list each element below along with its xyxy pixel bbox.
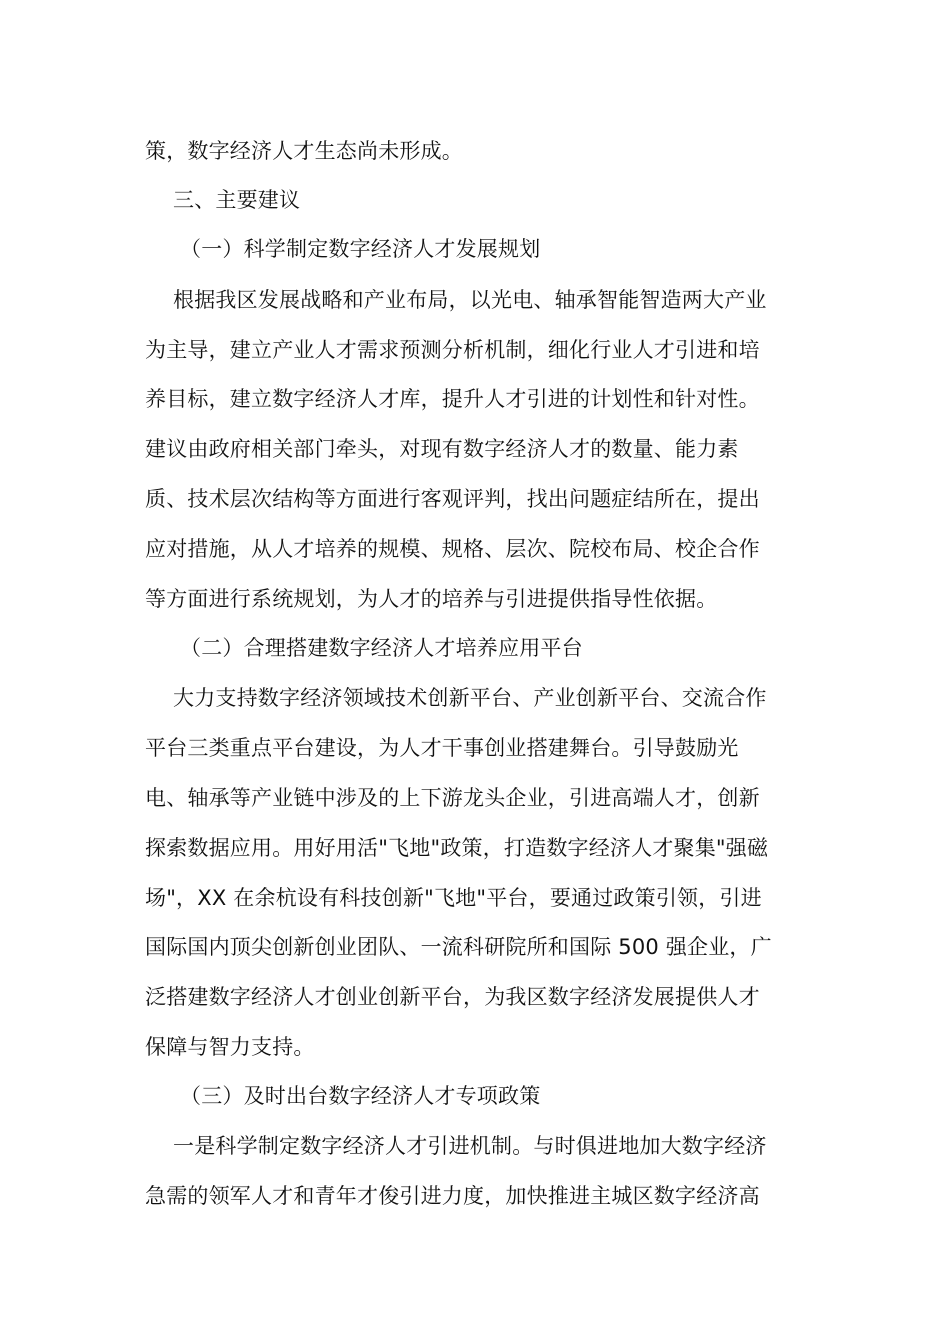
text-line-1: 策，数字经济人才生态尚未形成。 bbox=[145, 139, 463, 163]
section-heading: 三、主要建议 bbox=[173, 188, 301, 212]
text-line-21: 一是科学制定数字经济人才引进机制。与时俱进地加大数字经济 bbox=[173, 1134, 767, 1158]
text-line-17: 国际国内顶尖创新创业团队、一流科研院所和国际 500 强企业，广 bbox=[145, 935, 772, 959]
text-line-12: 大力支持数字经济领域技术创新平台、产业创新平台、交流合作 bbox=[173, 686, 767, 710]
text-line-6: 养目标，建立数字经济人才库，提升人才引进的计划性和针对性。 bbox=[145, 387, 760, 411]
text-line-8: 质、技术层次结构等方面进行客观评判，找出问题症结所在，提出 bbox=[145, 487, 760, 511]
subsection-heading-3: （三）及时出台数字经济人才专项政策 bbox=[180, 1084, 541, 1108]
text-line-7: 建议由政府相关部门牵头，对现有数字经济人才的数量、能力素 bbox=[145, 437, 739, 461]
text-line-10: 等方面进行系统规划，为人才的培养与引进提供指导性依据。 bbox=[145, 587, 718, 611]
subsection-heading-1: （一）科学制定数字经济人才发展规划 bbox=[180, 237, 541, 261]
text-line-14: 电、轴承等产业链中涉及的上下游龙头企业，引进高端人才，创新 bbox=[145, 786, 760, 810]
text-line-22: 急需的领军人才和青年才俊引进力度，加快推进主城区数字经济高 bbox=[145, 1184, 760, 1208]
text-line-5: 为主导，建立产业人才需求预测分析机制，细化行业人才引进和培 bbox=[145, 338, 760, 362]
text-line-9: 应对措施，从人才培养的规模、规格、层次、院校布局、校企合作 bbox=[145, 537, 760, 561]
text-line-15: 探索数据应用。用好用活"飞地"政策，打造数字经济人才聚集"强磁 bbox=[145, 836, 769, 860]
subsection-heading-2: （二）合理搭建数字经济人才培养应用平台 bbox=[180, 636, 583, 660]
text-line-13: 平台三类重点平台建设，为人才干事创业搭建舞台。引导鼓励光 bbox=[145, 736, 739, 760]
text-line-4: 根据我区发展战略和产业布局，以光电、轴承智能智造两大产业 bbox=[173, 288, 767, 312]
text-line-18: 泛搭建数字经济人才创业创新平台，为我区数字经济发展提供人才 bbox=[145, 985, 760, 1009]
text-line-19: 保障与智力支持。 bbox=[145, 1035, 315, 1059]
text-line-16: 场"，XX 在余杭设有科技创新"飞地"平台，要通过政策引领，引进 bbox=[145, 886, 762, 910]
